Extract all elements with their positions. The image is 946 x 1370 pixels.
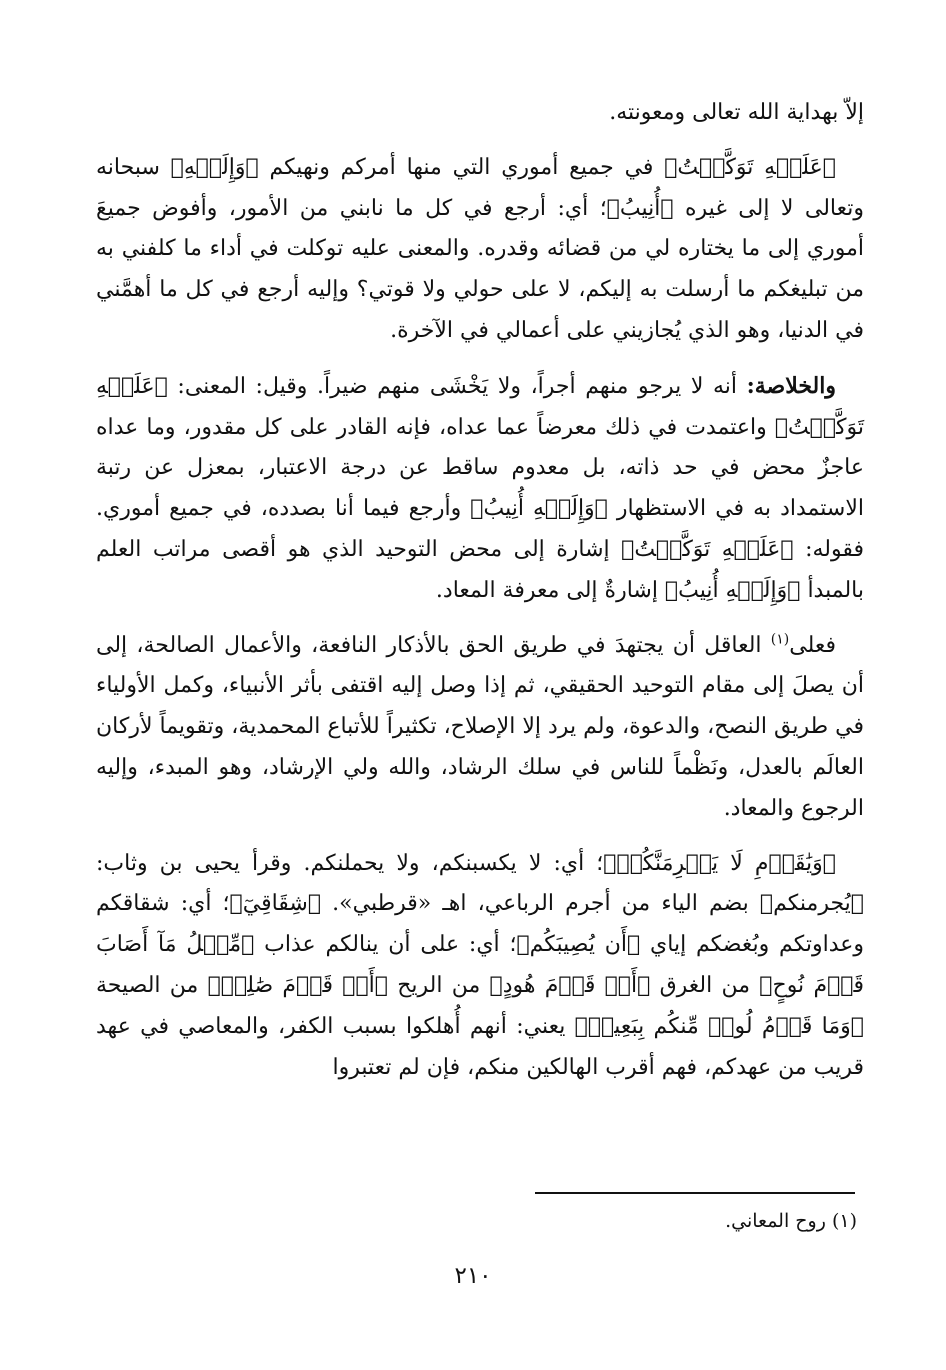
paragraph-2-text: ﴿عَلَيۡهِ تَوَكَّلۡتُ﴾ في جميع أموري التي منها أمركم ونهيكم ﴿وَإِلَيۡهِ﴾ سبحانه وتعالى لا إلى غيره ﴿أُنِيبُ﴾؛ أي: أرجع في كل ما نابني من الأمور، وأفوض جميعَ أموري إلى ما يختاره لي من قضائه وقدره. والمعنى عليه توكلت في أداء ما كلفني به من تبليغكم ما أرسلت به إليكم، لا على حولي ولا قوتي؟ وإليه أرجع في كل ما أهمَّني في الدنيا، وهو الذي يُجازيني على أعمالي في الآخرة. xyxy=(96,154,864,343)
footnote-text: (١) روح المعاني. xyxy=(725,1210,857,1232)
paragraph-3 xyxy=(96,366,864,612)
paragraph-4-start: فعلى xyxy=(789,632,836,658)
paragraph-4 xyxy=(96,626,864,830)
main-text xyxy=(96,93,864,1088)
page-number: ٢١٠ xyxy=(454,1263,492,1289)
paragraph-5-text: ﴿وَيَٰقَوۡمِ لَا يَجۡرِمَنَّكُمۡ﴾؛ أي: لا يكسبنكم، ولا يحملنكم. وقرأ يحيى بن وثاب: ﴿يُجرمنكم﴾ بضم الياء من أجرم الرباعي، اهـ «قرطبي». ﴿شِقَاقِيٓ﴾؛ أي: شقاقكم وعداوتكم وبُغضكم إياي ﴿أَن يُصِيبَكُم﴾؛ أي: على أن ينالكم عذاب ﴿مِّثۡلُ مَآ أَصَابَ قَوۡمَ نُوحٍ﴾ من الغرق ﴿أَوۡ قَوۡمَ هُودٍ﴾ من الريح ﴿أَوۡ قَوۡمَ صَٰلِحٖ﴾ من الصيحة ﴿وَمَا قَوۡمُ لُوطٖ مِّنكُم بِبَعِيدٖ﴾ يعني: أنهم أُهلكوا بسبب الكفر، والمعاصي في عهد قريب من عهدكم، فهم أقرب الهالكين منكم، فإن لم تعتبروا xyxy=(96,850,864,1080)
paragraph-1 xyxy=(96,93,864,134)
footnote-reference[interactable]: (١) xyxy=(770,631,790,648)
paragraph-2 xyxy=(96,148,864,352)
summary-heading: والخلاصة: xyxy=(746,372,836,399)
footnote-divider xyxy=(535,1192,855,1194)
paragraph-1-text: إلاّ بهداية الله تعالى ومعونته. xyxy=(609,100,864,125)
paragraph-5 xyxy=(96,844,864,1089)
paragraph-3-text: أنه لا يرجو منهم أجراً، ولا يَخْشَى منهم ضيراً. وقيل: المعنى: ﴿عَلَيۡهِ تَوَكَّلۡتُ﴾ واعتمدت في ذلك معرضاً عما عداه، فإنه القادر على كل مقدور، وما عداه عاجزٌ محض في حد ذاته، بل معدوم ساقط عن درجة الاعتبار، بمعزل عن رتبة الاستمداد به في الاستظهار ﴿وَإِلَيۡهِ أُنِيبُ﴾ وأرجع فيما أنا بصدده، في جميع أموري. فقوله: ﴿عَلَيۡهِ تَوَكَّلۡتُ﴾ إشارة إلى محض التوحيد الذي هو أقصى مراتب العلم بالمبدأ ﴿وَإِلَيۡهِ أُنِيبُ﴾ إشارةٌ إلى معرفة المعاد. xyxy=(96,373,864,603)
footnote xyxy=(535,1206,857,1236)
paragraph-4-text: العاقل أن يجتهدَ في طريق الحق بالأذكار النافعة، والأعمال الصالحة، إلى أن يصلَ إلى مقام التوحيد الحقيقي، ثم إذا وصل إليه اقتفى بأثر الأنبياء، وكمل الأولياء في طريق النصح، والدعوة، ولم يرد إلا الإصلاح، تكثيراً للأتباع المحمدية، وتقويماً لأركان العالَم بالعدل، ونَظْماً للناس في سلك الرشاد، والله ولي الإرشاد، وهو المبدء، وإليه الرجوع والمعاد. xyxy=(96,632,864,821)
